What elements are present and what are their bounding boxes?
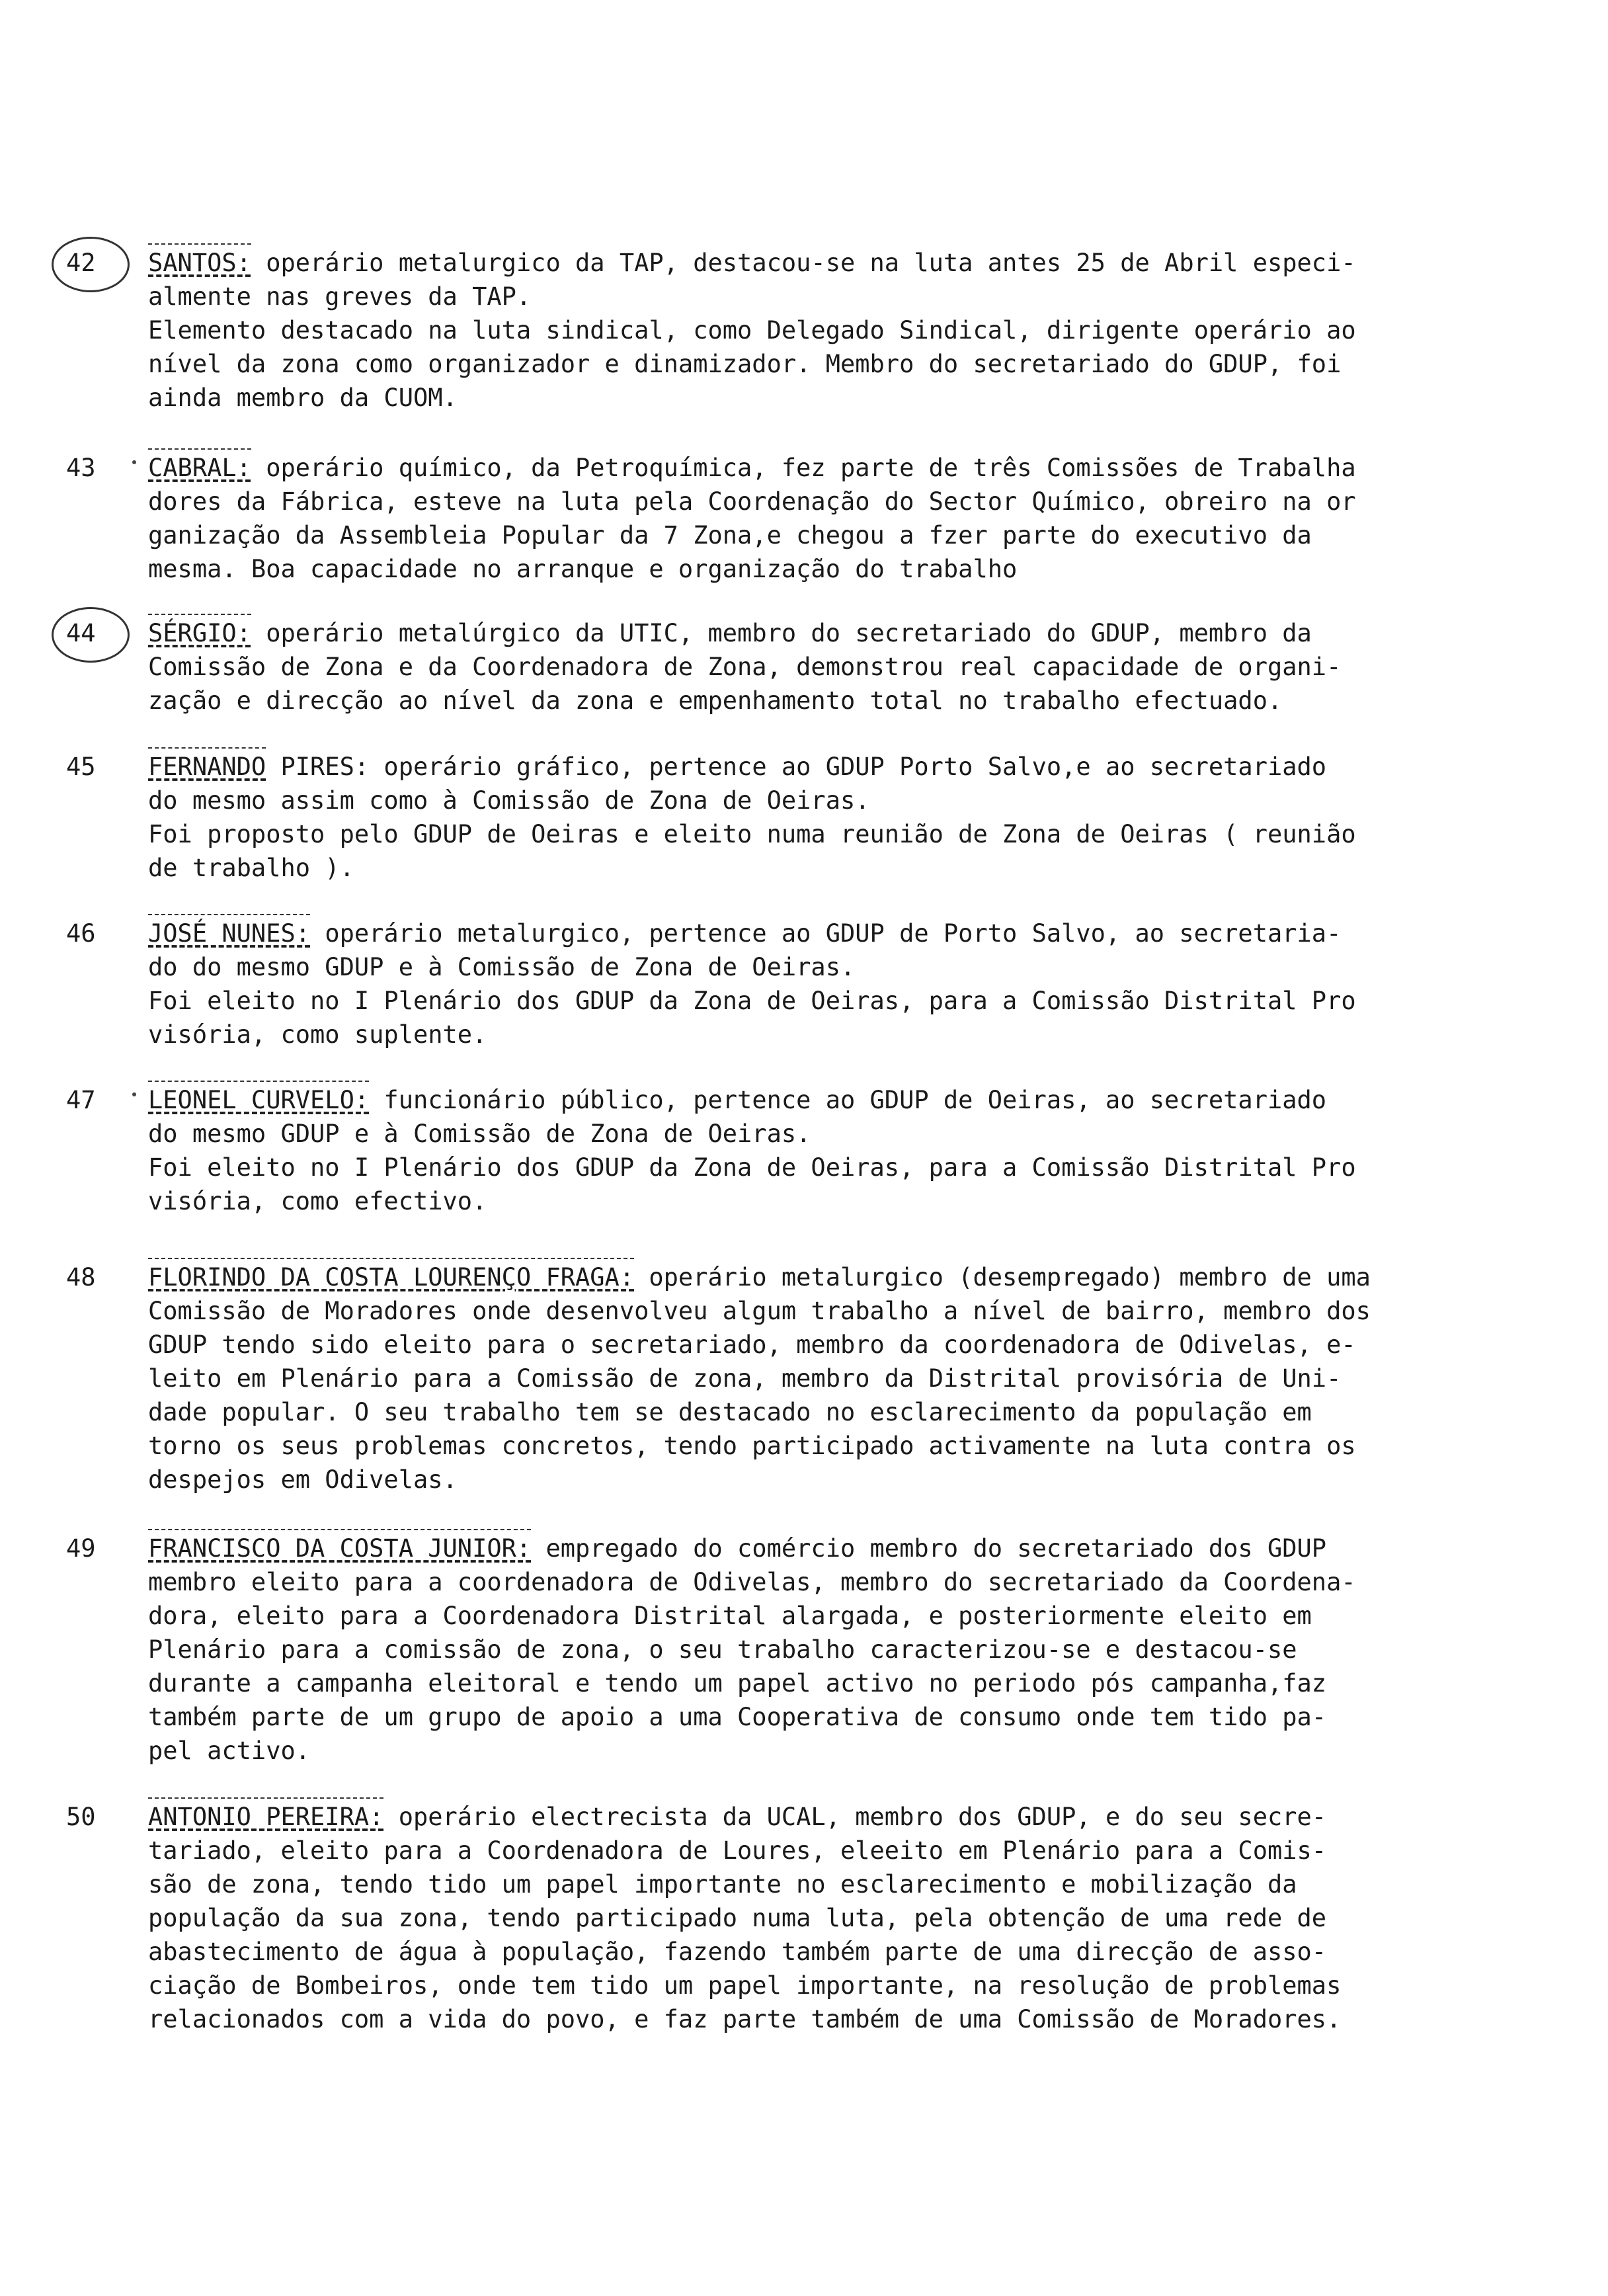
text-line: GDUP tendo sido eleito para o secretariado, membro da coordenadora de Odivelas, e- xyxy=(148,1331,1356,1359)
member-name: ANTONIO PEREIRA: xyxy=(148,1803,384,1831)
member-name: FLORINDO DA COSTA LOURENÇO FRAGA: xyxy=(148,1263,635,1292)
entry-number: 46 xyxy=(66,919,96,948)
entry-text xyxy=(148,451,1537,586)
text-line: Comissão de Moradores onde desenvolveu algum trabalho a nível de bairro, membro dos xyxy=(148,1297,1371,1325)
member-entry xyxy=(66,616,1541,718)
text-line: de trabalho ). xyxy=(148,854,354,882)
entry-text xyxy=(148,1532,1537,1768)
text-line: tariado, eleito para a Coordenadora de Loures, eleeito em Plenário para a Comis- xyxy=(148,1836,1327,1865)
entry-number: 49 xyxy=(66,1534,96,1563)
member-entry xyxy=(66,1532,1541,1768)
entry-text xyxy=(148,616,1537,718)
text-line: Comissão de Zona e da Coordenadora de Zona, demonstrou real capacidade de organi- xyxy=(148,653,1342,681)
text-line: relacionados com a vida do povo, e faz parte também de uma Comissão de Moradores. xyxy=(148,2005,1342,2033)
entry-text xyxy=(148,750,1537,885)
entry-text xyxy=(148,1083,1537,1218)
text-line: operário metalurgico, pertence ao GDUP de Porto Salvo, ao secretaria- xyxy=(310,919,1342,948)
entry-number: 44 xyxy=(66,616,139,650)
member-name: SANTOS: xyxy=(148,249,251,277)
entry-number: 42 xyxy=(66,246,139,280)
text-line: torno os seus problemas concretos, tendo participado activamente na luta contra os xyxy=(148,1432,1356,1460)
text-line: Plenário para a comissão de zona, o seu trabalho caracterizou-se e destacou-se xyxy=(148,1635,1297,1664)
member-name: JOSÉ NUNES: xyxy=(148,919,311,948)
text-line: zação e direcção ao nível da zona e empenhamento total no trabalho efectuado. xyxy=(148,686,1283,715)
member-entry xyxy=(66,1260,1541,1496)
text-line: almente nas greves da TAP. xyxy=(148,282,532,311)
text-line: ainda membro da CUOM. xyxy=(148,384,458,412)
text-line: pel activo. xyxy=(148,1737,311,1765)
entry-number: 43 xyxy=(66,454,96,482)
member-entry xyxy=(66,1083,1541,1218)
member-name: CABRAL: xyxy=(148,454,251,482)
member-name: FERNANDO xyxy=(148,753,266,781)
text-line: também parte de um grupo de apoio a uma Cooperativa de consumo onde tem tido pa- xyxy=(148,1703,1327,1731)
text-line: do mesmo GDUP e à Comissão de Zona de Oeiras. xyxy=(148,1120,811,1148)
text-line: operário químico, da Petroquímica, fez parte de três Comissões de Trabalha xyxy=(251,454,1356,482)
text-line: funcionário público, pertence ao GDUP de Oeiras, ao secretariado xyxy=(369,1086,1327,1114)
text-line: membro eleito para a coordenadora de Odivelas, membro do secretariado da Coordena- xyxy=(148,1568,1356,1596)
text-line: Foi eleito no I Plenário dos GDUP da Zona de Oeiras, para a Comissão Distrital Pro xyxy=(148,987,1356,1015)
text-line: nível da zona como organizador e dinamizador. Membro do secretariado do GDUP, foi xyxy=(148,350,1342,378)
text-line: despejos em Odivelas. xyxy=(148,1465,458,1494)
text-line: leito em Plenário para a Comissão de zona, membro da Distrital provisória de Uni- xyxy=(148,1364,1342,1393)
text-line: visória, como efectivo. xyxy=(148,1187,487,1215)
text-line: dora, eleito para a Coordenadora Distrital alargada, e posteriormente eleito em xyxy=(148,1602,1312,1630)
member-entry xyxy=(66,451,1541,586)
text-line: Elemento destacado na luta sindical, como Delegado Sindical, dirigente operário ao xyxy=(148,316,1356,345)
entry-text xyxy=(148,917,1537,1051)
text-line: durante a campanha eleitoral e tendo um papel activo no periodo pós campanha,faz xyxy=(148,1669,1327,1698)
entry-number: 48 xyxy=(66,1263,96,1292)
text-line: operário metalúrgico da UTIC, membro do secretariado do GDUP, membro da xyxy=(251,619,1312,647)
member-entry xyxy=(66,1800,1541,2036)
member-entry xyxy=(66,750,1541,885)
text-line: dade popular. O seu trabalho tem se destacado no esclarecimento da população em xyxy=(148,1398,1312,1426)
member-entry xyxy=(66,917,1541,1051)
entry-text xyxy=(148,246,1537,415)
text-line: Foi eleito no I Plenário dos GDUP da Zona de Oeiras, para a Comissão Distrital Pro xyxy=(148,1153,1356,1182)
text-line: PIRES: operário gráfico, pertence ao GDUP Porto Salvo,e ao secretariado xyxy=(266,753,1327,781)
text-line: população da sua zona, tendo participado numa luta, pela obtenção de uma rede de xyxy=(148,1904,1327,1932)
entry-text xyxy=(148,1800,1537,2036)
entry-number: 47 xyxy=(66,1086,96,1114)
bullet-mark xyxy=(132,1092,136,1096)
text-line: empregado do comércio membro do secretariado dos GDUP xyxy=(531,1534,1327,1563)
entry-number: 45 xyxy=(66,753,96,781)
text-line: mesma. Boa capacidade no arranque e organização do trabalho xyxy=(148,555,1018,583)
member-name: LEONEL CURVELO: xyxy=(148,1086,370,1114)
member-entry xyxy=(66,246,1541,415)
entry-number: 50 xyxy=(66,1803,96,1831)
text-line: ganização da Assembleia Popular da 7 Zona,e chegou a fzer parte do executivo da xyxy=(148,521,1312,550)
member-name: FRANCISCO DA COSTA JUNIOR: xyxy=(148,1534,532,1563)
member-name: SÉRGIO: xyxy=(148,619,251,647)
entry-text xyxy=(148,1260,1537,1496)
text-line: do mesmo assim como à Comissão de Zona de Oeiras. xyxy=(148,786,870,815)
text-line: operário electrecista da UCAL, membro dos GDUP, e do seu secre- xyxy=(383,1803,1327,1831)
text-line: Foi proposto pelo GDUP de Oeiras e eleito numa reunião de Zona de Oeiras ( reunião xyxy=(148,820,1356,848)
text-line: operário metalurgico (desempregado) membro de uma xyxy=(634,1263,1371,1292)
text-line: dores da Fábrica, esteve na luta pela Coordenação do Sector Químico, obreiro na or xyxy=(148,487,1356,516)
text-line: operário metalurgico da TAP, destacou-se na luta antes 25 de Abril especi- xyxy=(251,249,1356,277)
text-line: ciação de Bombeiros, onde tem tido um papel importante, na resolução de problemas xyxy=(148,1971,1342,2000)
bullet-mark xyxy=(132,460,136,464)
text-line: do do mesmo GDUP e à Comissão de Zona de Oeiras. xyxy=(148,953,856,981)
text-line: abastecimento de água à população, fazendo também parte de uma direcção de asso- xyxy=(148,1938,1327,1966)
text-line: são de zona, tendo tido um papel importante no esclarecimento e mobilização da xyxy=(148,1870,1297,1899)
text-line: visória, como suplente. xyxy=(148,1020,487,1049)
